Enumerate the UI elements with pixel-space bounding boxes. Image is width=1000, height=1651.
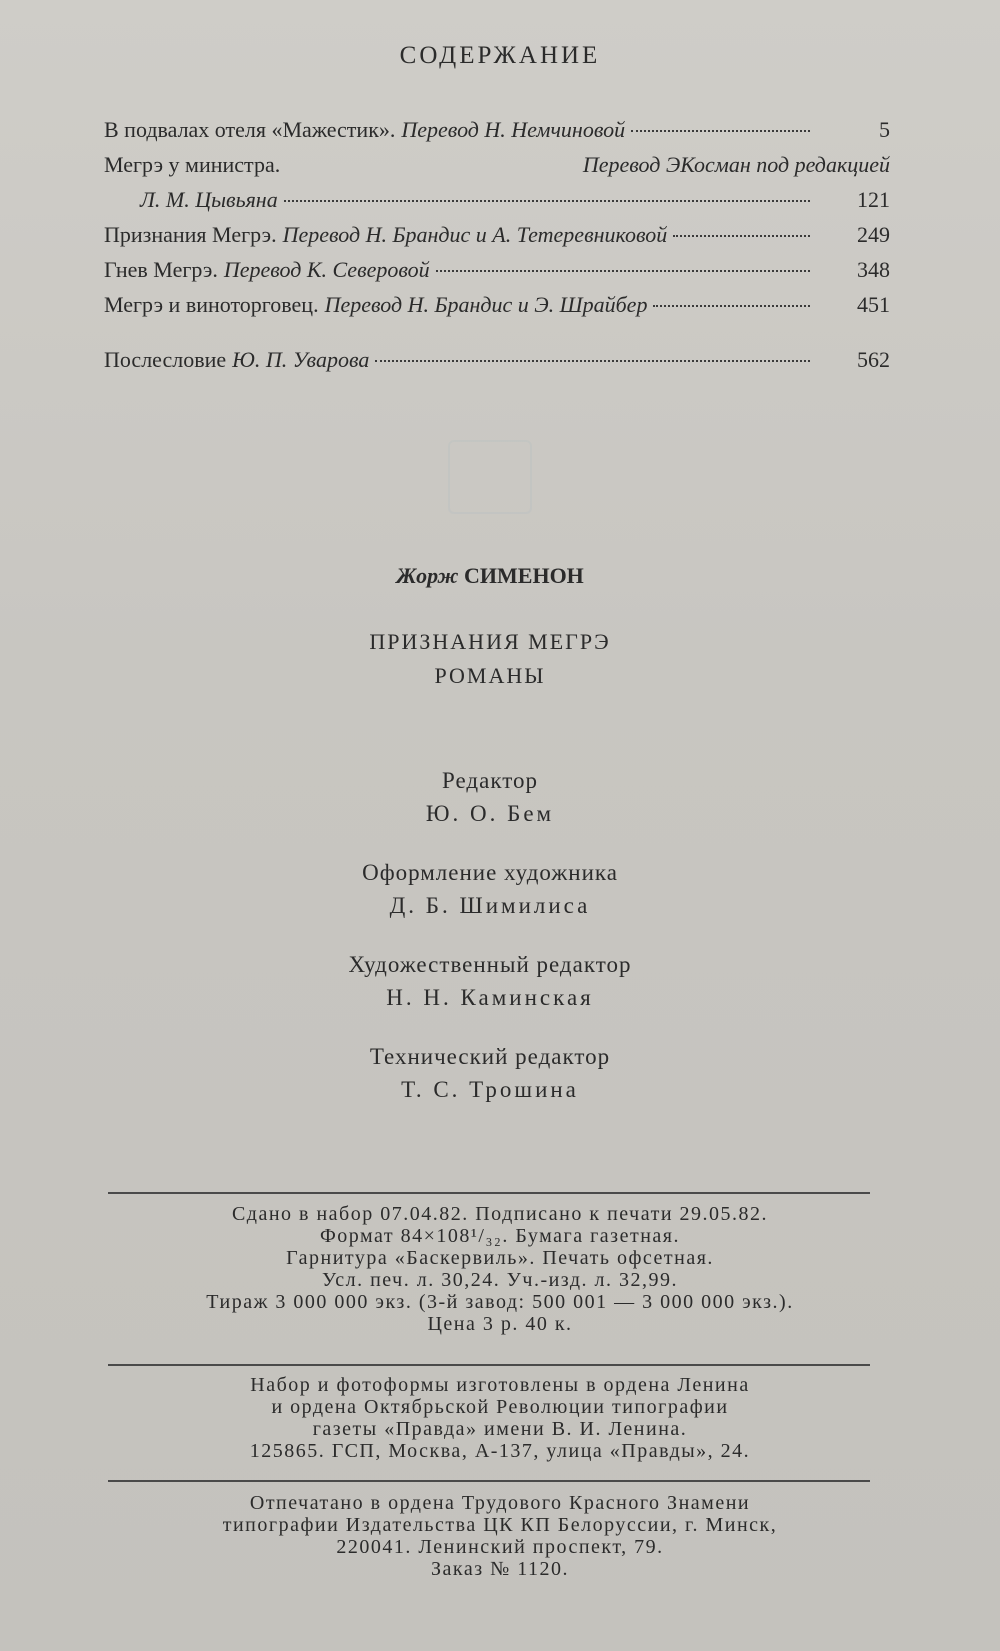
toc-entry-title: Гнев Мегрэ.	[104, 257, 218, 282]
table-of-contents	[104, 112, 890, 377]
credit-person: Т. С. Трошина	[401, 1077, 579, 1102]
printer-line: Заказ № 1120.	[431, 1558, 569, 1580]
credit-editor	[0, 764, 980, 830]
imprint-line: Усл. печ. л. 30,24. Уч.-изд. л. 32,99.	[321, 1269, 678, 1291]
credit-designer	[0, 856, 980, 922]
divider-rule	[108, 1192, 870, 1194]
toc-entry-continuation[interactable]	[104, 182, 890, 217]
toc-entry[interactable]	[104, 252, 890, 287]
credit-role: Технический редактор	[369, 1044, 611, 1069]
toc-entry-page: 5	[879, 117, 890, 142]
toc-leader-dots	[284, 200, 810, 202]
toc-leader-dots	[631, 130, 810, 132]
credit-person: Ю. О. Бем	[425, 801, 555, 826]
printer-line: газеты «Правда» имени В. И. Ленина.	[312, 1418, 688, 1440]
toc-entry-translator: Перевод К. Северовой	[223, 257, 430, 282]
imprint-block	[0, 1203, 1000, 1335]
toc-entry-translator-cont: Л. М. Цывьяна	[140, 187, 278, 212]
toc-entry-page: 562	[857, 347, 890, 372]
author-first-name: Жорж	[396, 563, 459, 588]
toc-entry-page: 348	[857, 257, 890, 282]
toc-entry-title: В подвалах отеля «Мажестик».	[104, 117, 396, 142]
divider-rule	[108, 1364, 870, 1366]
printer-line: 220041. Ленинский проспект, 79.	[336, 1536, 664, 1558]
credit-art-editor	[0, 948, 980, 1014]
toc-entry-title: Мегрэ у министра.	[104, 152, 281, 177]
toc-entry-translator: Перевод Н. Немчиновой	[401, 117, 626, 142]
printer-line: типографии Издательства ЦК КП Белоруссии, г. Минск,	[222, 1514, 778, 1536]
toc-leader-dots	[673, 235, 810, 237]
toc-entry[interactable]	[104, 287, 890, 322]
imprint-line: Гарнитура «Баскервиль». Печать офсетная.	[286, 1247, 714, 1269]
toc-entry-title: Послесловие	[104, 347, 227, 372]
credit-role: Редактор	[442, 768, 538, 793]
toc-entry-page: 249	[857, 222, 890, 247]
toc-entry-title: Признания Мегрэ.	[104, 222, 277, 247]
library-stamp-mark	[448, 440, 532, 514]
book-title-block	[0, 625, 980, 693]
credit-person: Н. Н. Каминская	[386, 985, 594, 1010]
book-subtitle: РОМАНЫ	[434, 663, 546, 688]
imprint-line: Сдано в набор 07.04.82. Подписано к печати 29.05.82.	[231, 1203, 769, 1225]
toc-entry-title: Мегрэ и виноторговец.	[104, 292, 319, 317]
toc-entry[interactable]	[104, 342, 890, 377]
printer-line: 125865. ГСП, Москва, А-137, улица «Правды», 24.	[249, 1440, 751, 1462]
book-title: ПРИЗНАНИЯ МЕГРЭ	[369, 629, 611, 654]
toc-leader-dots	[653, 305, 810, 307]
toc-entry[interactable]	[104, 217, 890, 252]
printer-line: Набор и фотоформы изготовлены в ордена Ленина	[250, 1374, 750, 1396]
toc-entry-translator: Перевод Н. Брандис и Э. Шрайбер	[324, 292, 648, 317]
printer-line: и ордена Октябрьской Революции типографии	[271, 1396, 729, 1418]
toc-entry-translator: Ю. П. Уварова	[232, 347, 370, 372]
credit-role: Оформление художника	[362, 860, 618, 885]
toc-entry-page: 451	[857, 292, 890, 317]
author-name	[0, 563, 980, 589]
typesetting-printer-block	[0, 1374, 1000, 1462]
printer-line: Отпечатано в ордена Трудового Красного Знамени	[249, 1492, 751, 1514]
printing-house-block	[0, 1492, 1000, 1580]
toc-heading: СОДЕРЖАНИЕ	[399, 42, 601, 69]
toc-entry[interactable]	[104, 147, 890, 182]
credits	[0, 764, 980, 1132]
toc-entry-translator: Перевод Н. Брандис и А. Тетеревниковой	[282, 222, 668, 247]
toc-entry-page: 121	[857, 187, 890, 212]
toc-entry[interactable]	[104, 112, 890, 147]
credit-tech-editor	[0, 1040, 980, 1106]
author-last-name: СИМЕНОН	[464, 563, 584, 588]
imprint-line: Тираж 3 000 000 экз. (3-й завод: 500 001 — 3 000 000 экз.).	[206, 1291, 794, 1313]
toc-leader-dots	[375, 360, 810, 362]
credit-role: Художественный редактор	[348, 952, 632, 977]
imprint-line: Формат 84×108¹/₃₂. Бумага газетная.	[320, 1225, 680, 1247]
toc-entry-translator: Перевод ЭКосман под редакцией	[582, 152, 890, 177]
credit-person: Д. Б. Шимилиса	[389, 893, 591, 918]
toc-leader-dots	[436, 270, 810, 272]
imprint-line: Цена 3 р. 40 к.	[427, 1313, 573, 1335]
divider-rule	[108, 1480, 870, 1482]
